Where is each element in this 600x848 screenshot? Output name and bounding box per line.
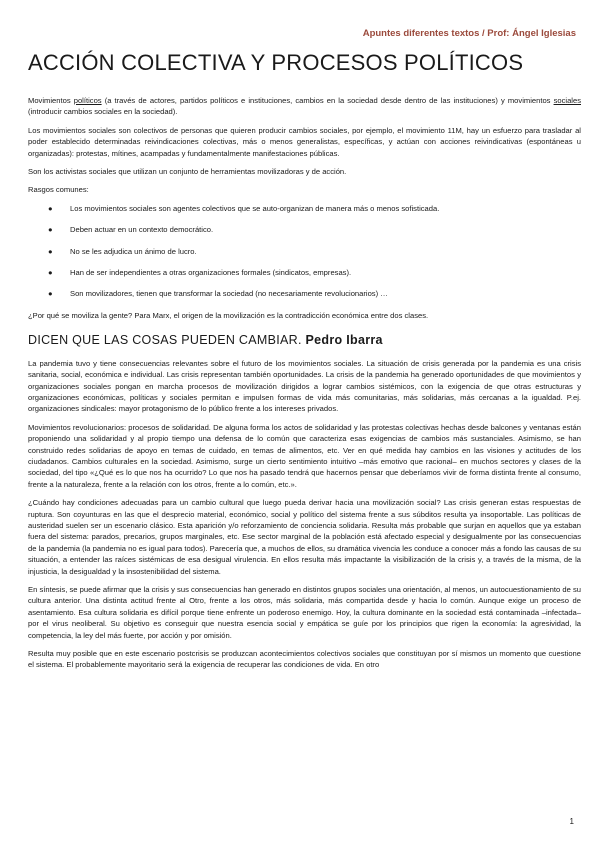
intro-paragraph: [28, 95, 581, 118]
list-item: [48, 203, 581, 214]
marx-paragraph: ¿Por qué se moviliza la gente? Para Marx, el origen de la movilización es la contradicción económica entre dos clases.: [28, 310, 429, 320]
bullet-icon: ●: [48, 268, 53, 278]
intro-text-1: Movimientos: [28, 96, 74, 105]
bullet-icon: ●: [48, 203, 53, 213]
section-author: Pedro Ibarra: [305, 333, 383, 348]
list-item-text: Los movimientos sociales son agentes colectivos que se auto-organizan de manera más o menos sofisticada.: [70, 203, 440, 213]
intro-text-3: (introducir cambios sociales en la sociedad).: [28, 107, 178, 117]
list-item-text: Son movilizadores, tienen que transformar la sociedad (no necesariamente revolucionarios) …: [70, 289, 388, 299]
list-item: [48, 288, 581, 299]
list-item-text: No se les adjudica un ánimo de lucro.: [70, 246, 197, 256]
list-item: [48, 246, 581, 257]
social-movements-paragraph: Los movimientos sociales son colectivos de personas que quieren producir cambios sociales, por ejemplo, el movimiento 11M, hay un esfuerzo para trasladar al poder establecido determinadas reivindicaciones colectivas, más o menos generalistas, específicas, y actúan con acciones reivindicativas (espontáneas u organizadas): protestas, mítines, acampadas y fundamentalmente manifestaciones públicas.: [28, 125, 581, 158]
bullet-icon: ●: [48, 289, 53, 299]
body-paragraph: En síntesis, se puede afirmar que la crisis y sus consecuencias han generado en distintos grupos sociales una orientación, al menos, un autocuestionamiento de su cultura anterior. Una distinta actitud frente al Otro, frente a los otros, más solidaria, más compartida desde y hacia lo común. Aunque exige un proceso de asentamiento. Esa cultura solidaria es difícil porque tiene enfrente un poderoso enemigo. Hoy, la cultura dominante en la sociedad está contaminada –infectada– por el virus neoliberal. Su objetivo es conseguir que nuestra esencia social y empática se guíe por los principios que rigen la economía: la agresividad, la competencia, la ley del más fuerte, por acción y por omisión.: [28, 585, 581, 640]
section-heading-text: DICEN QUE LAS COSAS PUEDEN CAMBIAR.: [28, 333, 302, 348]
page-number: 1: [569, 817, 574, 826]
page-title: ACCIÓN COLECTIVA Y PROCESOS POLÍTICOS: [28, 50, 524, 75]
list-item: [48, 224, 581, 235]
body-paragraph: ¿Cuándo hay condiciones adecuadas para un cambio cultural que luego pueda derivar hacia una movilización social? Las crisis generan estas respuestas de ruptura. Son coyunturas en las que el desprecio material, económico, social y político del sistema frente a sus súbditos resulta ya insoportable. Las políticas de austeridad suelen ser un escenario clásico. Esta aparición y/o reforzamiento de conciencia solidaria. Resulta más probable que surjan en aquellos que ya estaban fuera del sistema: parados, precarios, grupos marginales, etc. Ese sector marginal de la población está afectado especial y desigualmente por las consecuencias de la pandemia (la pandemia no es igual para todos). Parecería que, a muchos de ellos, su dramática vivencia les conduce a conocer más a fondo las causas de su situación, a entender las raíces sistémicas de esa desigual virulencia. En ellos resulta más impactante la visibilización de la crisis y, a través de la misma, de la injusticia, la desigualdad y la insostenibilidad del sistema.: [28, 498, 581, 576]
body-paragraph: Resulta muy posible que en este escenario postcrisis se produzcan acontecimientos colectivos sociales que constituyan por sí mismos un momento que cuestione el sistema. El probablemente mayoritario será la exigencia de recuperar las condiciones de vida. En otro: [28, 649, 581, 670]
common-traits-list: [28, 203, 581, 300]
common-traits-label: Rasgos comunes:: [28, 185, 89, 195]
body-paragraph: La pandemia tuvo y tiene consecuencias relevantes sobre el futuro de los movimientos sociales. La situación de crisis generada por la pandemia es una crisis sanitaria, social, económica e individual. Las crisis representan también oportunidades. La crisis de la pandemia ha generado oportunidades de que movimientos y organizaciones sociales pongan en marcha procesos de movilización dirigidos a lograr cambios sistémicos, con la exigencia de que otras estructuras y organizaciones económicas, políticas y sociales permitan e impulsen formas de vida más comunitarias, más solidarias, más cercanas a la igualdad. P.ej. organizaciones sindicales: mayor protagonismo de lo público frente a los intereses privados.: [28, 358, 581, 414]
section-heading: [28, 335, 581, 346]
list-item-text: Han de ser independientes a otras organizaciones formales (sindicatos, empresas).: [70, 268, 352, 278]
activists-paragraph: Son los activistas sociales que utilizan un conjunto de herramientas movilizadoras y de acción.: [28, 167, 347, 177]
bullet-icon: ●: [48, 246, 53, 256]
running-header: Apuntes diferentes textos / Prof: Ángel Iglesias: [362, 28, 576, 39]
bullet-icon: ●: [48, 225, 53, 235]
intro-text-2: (a través de actores, partidos políticos e instituciones, cambios en la sociedad desde dentro de las instituciones) y movimientos: [101, 96, 554, 105]
politicos-link[interactable]: políticos: [73, 96, 102, 105]
sociales-link[interactable]: sociales: [553, 96, 581, 105]
body-paragraph: Movimientos revolucionarios: procesos de solidaridad. De alguna forma los actos de solidaridad y las protestas colectivas hechas desde balcones y ventanas están proponiendo una solidaridad y al propio tiempo una defensa de lo común que caracteriza esas exigencias de cambios más sustanciales. Asimismo, se han construido redes solidarias de apoyo en temas de cuidado, en temas de alimentos, etc. Ver en qué medida hay cambios en las visiones y actitudes de los ciudadanos. Cambios culturales en la sociedad. Asimismo, surge un cierto sentimiento intuitivo –más emotivo que racional– en muchos sectores y clases de la sociedad, del tipo «¿Qué es lo que nos ha ocurrido? Lo que nos ha pasado tendrá que hacernos pensar que deberíamos vivir de forma distinta frente al consumo, frente a la naturaleza, frente a la relación con los otros, frente a lo común, etc.».: [28, 422, 581, 489]
list-item: [48, 267, 581, 278]
list-item-text: Deben actuar en un contexto democrático.: [70, 225, 214, 235]
document-body: [28, 95, 581, 678]
